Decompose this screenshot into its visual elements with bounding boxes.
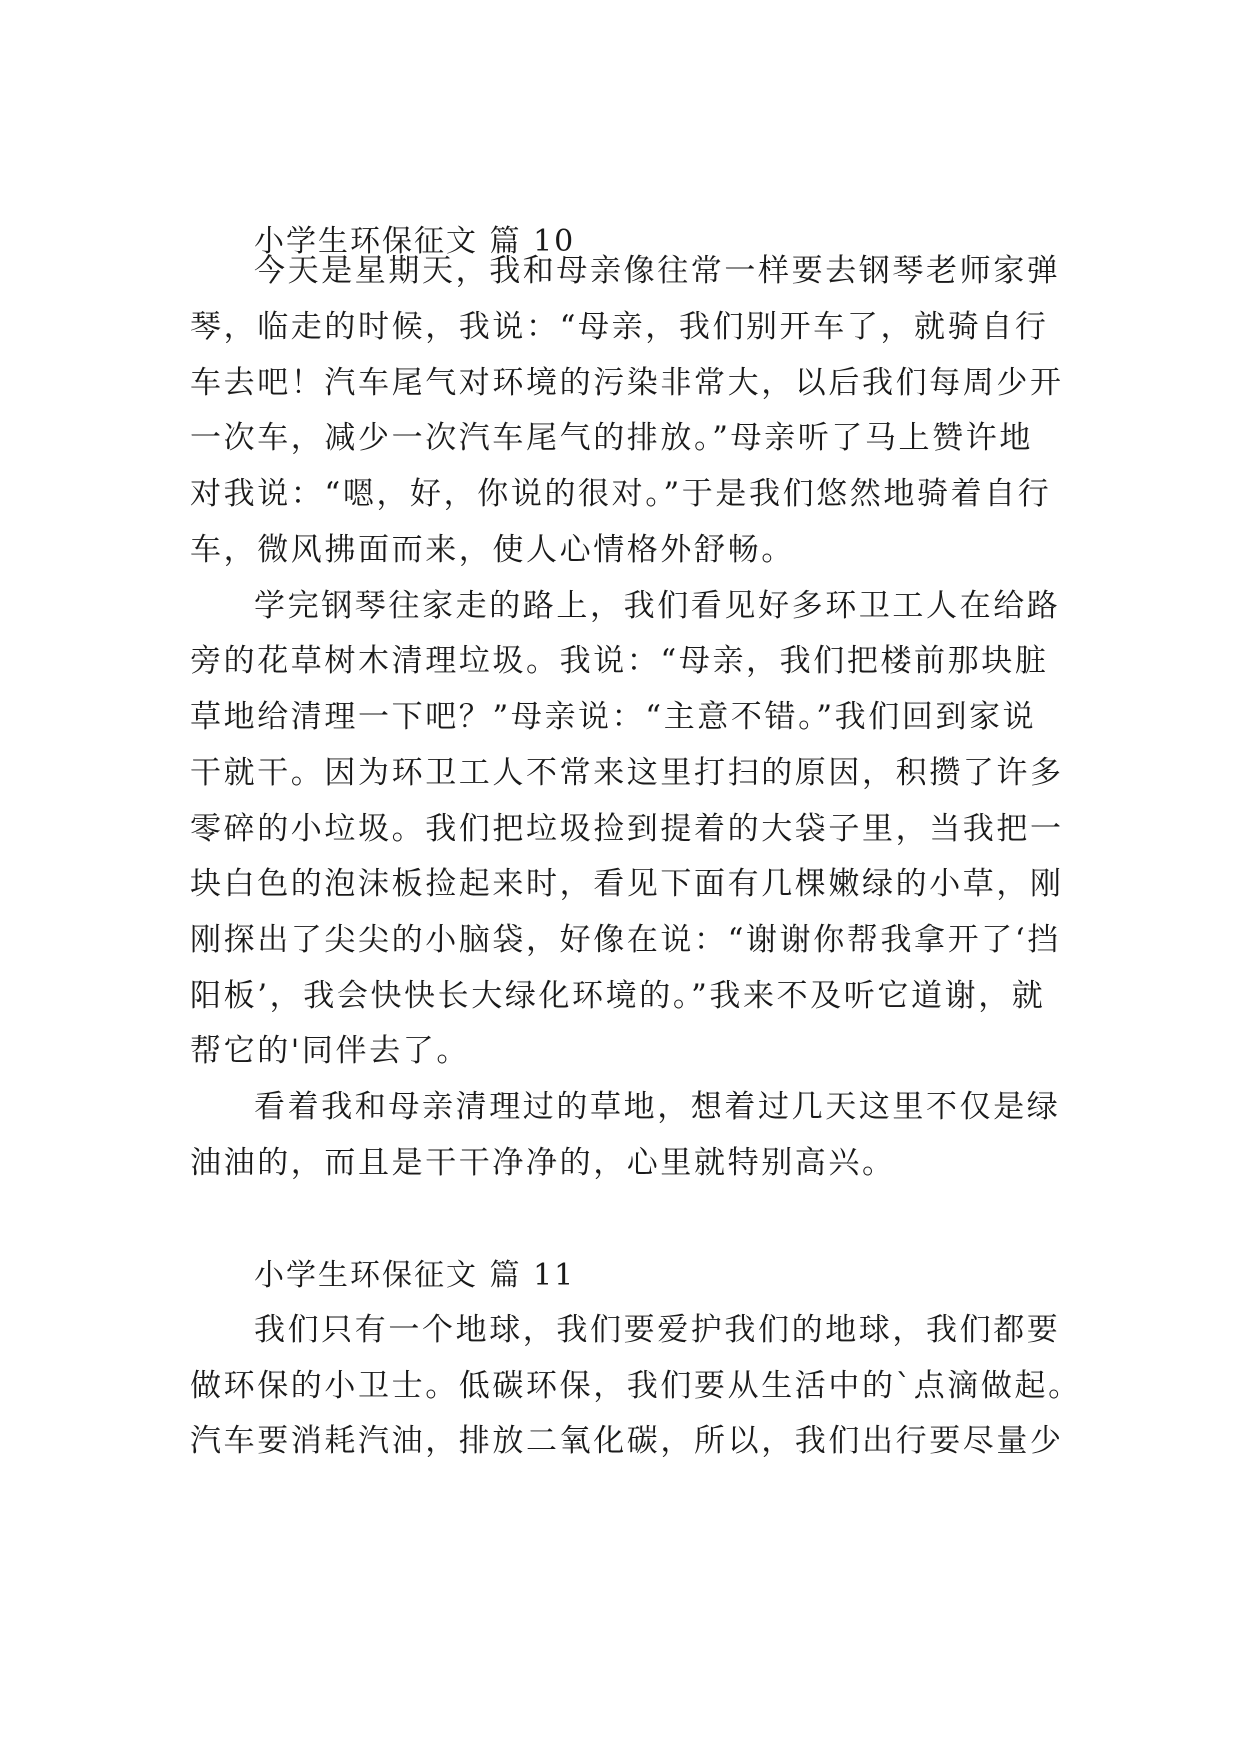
paragraph-line: 干就干。因为环卫工人不常来这里打扫的原因，积攒了许多 — [190, 755, 1064, 791]
paragraph-line: 看着我和母亲清理过的草地，想着过几天这里不仅是绿 — [254, 1089, 1061, 1125]
section-title: 小学生环保征文 篇 11 — [254, 1258, 576, 1293]
paragraph-line: 零碎的小垃圾。我们把垃圾捡到提着的大袋子里，当我把一 — [190, 811, 1064, 847]
paragraph-line: 琴，临走的时候，我说：“母亲，我们别开车了，就骑自行 — [190, 309, 1049, 345]
paragraph-line: 阳板’，我会快快长大绿化环境的。”我来不及听它道谢，就 — [190, 978, 1046, 1014]
paragraph-line: 一次车，减少一次汽车尾气的排放。”母亲听了马上赞许地 — [190, 420, 1033, 456]
section-title: 小学生环保征文 篇 10 — [254, 224, 576, 259]
paragraph-line: 油油的，而且是干干净净的，心里就特别高兴。 — [190, 1145, 896, 1181]
paragraph-line: 对我说：“嗯，好，你说的很对。”于是我们悠然地骑着自行 — [190, 476, 1052, 512]
paragraph-line: 旁的花草树木清理垃圾。我说：“母亲，我们把楼前那块脏 — [190, 643, 1049, 679]
paragraph-line: 我们只有一个地球，我们要爱护我们的地球，我们都要 — [254, 1312, 1061, 1348]
paragraph-line: 车，微风拂面而来，使人心情格外舒畅。 — [190, 532, 795, 568]
paragraph-line: 学完钢琴往家走的路上，我们看见好多环卫工人在给路 — [254, 588, 1061, 624]
paragraph-line: 今天是星期天，我和母亲像往常一样要去钢琴老师家弹 — [254, 253, 1061, 289]
paragraph-line: 刚探出了尖尖的小脑袋，好像在说：“谢谢你帮我拿开了‘挡 — [190, 922, 1061, 958]
paragraph-line: 草地给清理一下吧？”母亲说：“主意不错。”我们回到家说 — [190, 699, 1037, 735]
paragraph-line: 帮它的'同伴去了。 — [190, 1033, 470, 1069]
paragraph-line: 块白色的泡沫板捡起来时，看见下面有几棵嫩绿的小草，刚 — [190, 866, 1064, 902]
paragraph-line: 汽车要消耗汽油，排放二氧化碳，所以，我们出行要尽量少 — [190, 1423, 1064, 1459]
paragraph-line: 做环保的小卫士。低碳环保，我们要从生活中的`点滴做起。 — [190, 1368, 1082, 1404]
paragraph-line: 车去吧！汽车尾气对环境的污染非常大，以后我们每周少开 — [190, 365, 1064, 401]
